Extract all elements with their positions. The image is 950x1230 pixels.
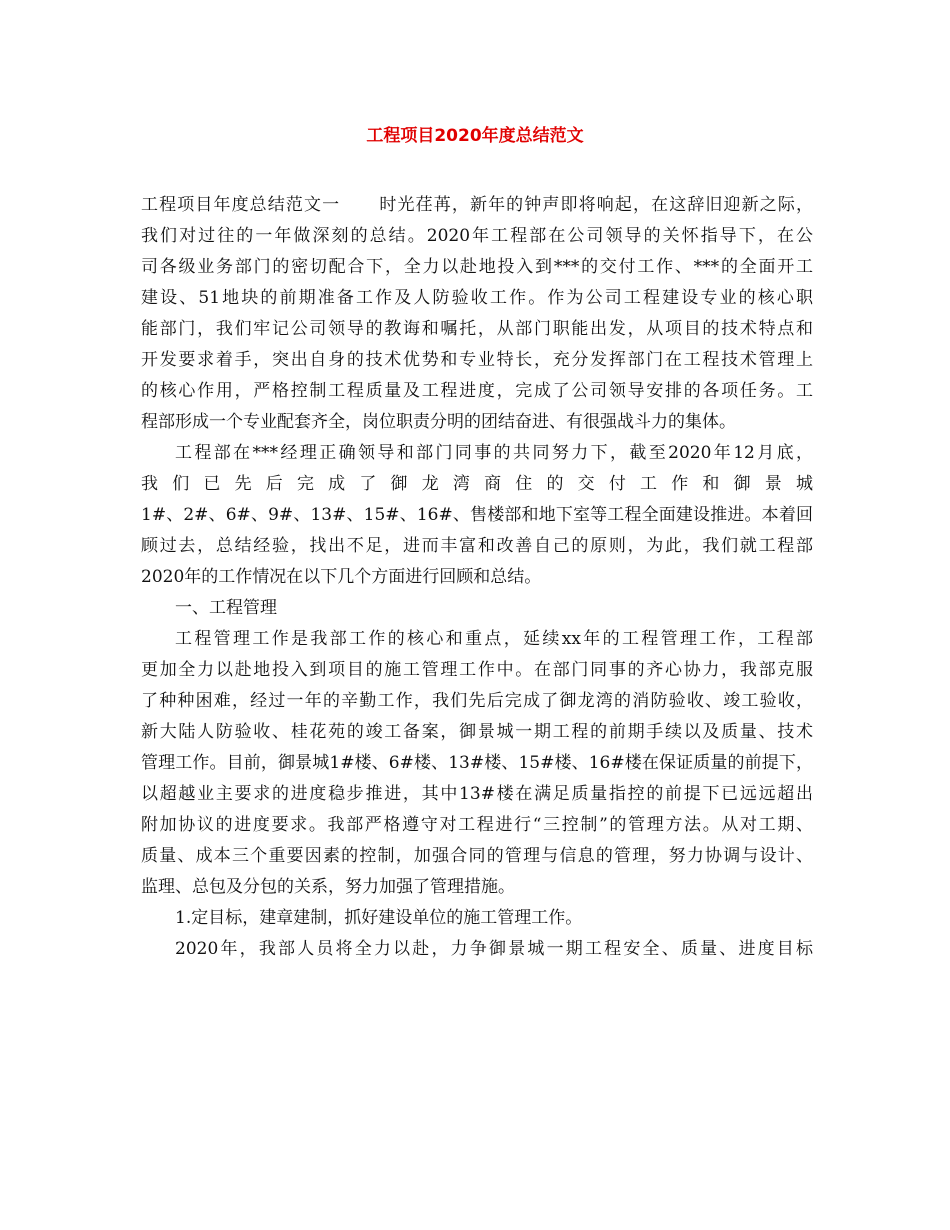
- text-line: 管理工作。目前，御景城1#楼、6#楼、13#楼、15#楼、16#楼在保证质量的前提下，: [141, 753, 813, 773]
- document-body: [141, 190, 813, 965]
- text-line: 工程管理工作是我部工作的核心和重点，延续xx年的工程管理工作，工程部: [175, 629, 813, 649]
- text-line: 的核心作用，严格控制工程质量及工程进度，完成了公司领导安排的各项任务。工: [141, 381, 813, 401]
- text-line: 附加协议的进度要求。我部严格遵守对工程进行“三控制”的管理方法。从对工期、: [141, 815, 813, 835]
- text-line: 2020年的工作情况在以下几个方面进行回顾和总结。: [141, 567, 542, 587]
- document-title: 工程项目2020年度总结范文: [366, 126, 584, 146]
- intro-label: 工程项目年度总结范文一: [141, 195, 341, 215]
- text-line: 我们对过往的一年做深刻的总结。2020年工程部在公司领导的关怀指导下，在公: [141, 226, 813, 246]
- text-line: 我们已先后完成了御龙湾商住的交付工作和御景城: [141, 474, 813, 494]
- text-line: 程部形成一个专业配套齐全，岗位职责分明的团结奋进、有很强战斗力的集体。: [141, 412, 736, 432]
- text-line: 了种种困难，经过一年的辛勤工作，我们先后完成了御龙湾的消防验收、竣工验收，: [141, 691, 813, 711]
- text-line: 开发要求着手，突出自身的技术优势和专业特长，充分发挥部门在工程技术管理上: [141, 350, 813, 370]
- text-line: 建设、51地块的前期准备工作及人防验收工作。作为公司工程建设专业的核心职: [141, 288, 813, 308]
- section-heading: 一、工程管理: [175, 598, 277, 618]
- text-line: 新大陆人防验收、桂花苑的竣工备案，御景城一期工程的前期手续以及质量、技术: [141, 722, 813, 742]
- text-line: 顾过去，总结经验，找出不足，进而丰富和改善自己的原则，为此，我们就工程部: [141, 536, 813, 556]
- text-line: 以超越业主要求的进度稳步推进，其中13#楼在满足质量指控的前提下已远远超出: [141, 784, 813, 804]
- text-line: 更加全力以赴地投入到项目的施工管理工作中。在部门同事的齐心协力，我部克服: [141, 660, 813, 680]
- text-line-part: 时光荏苒，新年的钟声即将响起，在这辞旧迎新之际，: [378, 195, 813, 215]
- text-line: 1#、2#、6#、9#、13#、15#、16#、售楼部和地下室等工程全面建设推进。本着回: [141, 505, 813, 525]
- text-line: 2020年，我部人员将全力以赴，力争御景城一期工程安全、质量、进度目标: [175, 939, 813, 959]
- subsection-heading: 1.定目标，建章建制，抓好建设单位的施工管理工作。: [175, 908, 583, 928]
- text-line: 质量、成本三个重要因素的控制，加强合同的管理与信息的管理，努力协调与设计、: [141, 846, 813, 866]
- text-line: [141, 190, 813, 221]
- text-line: 监理、总包及分包的关系，努力加强了管理措施。: [141, 877, 515, 897]
- text-line: 能部门，我们牢记公司领导的教诲和嘱托，从部门职能出发，从项目的技术特点和: [141, 319, 813, 339]
- text-line: 司各级业务部门的密切配合下，全力以赴地投入到***的交付工作、***的全面开工: [141, 257, 813, 277]
- text-line: 工程部在***经理正确领导和部门同事的共同努力下，截至2020年12月底，: [175, 443, 813, 463]
